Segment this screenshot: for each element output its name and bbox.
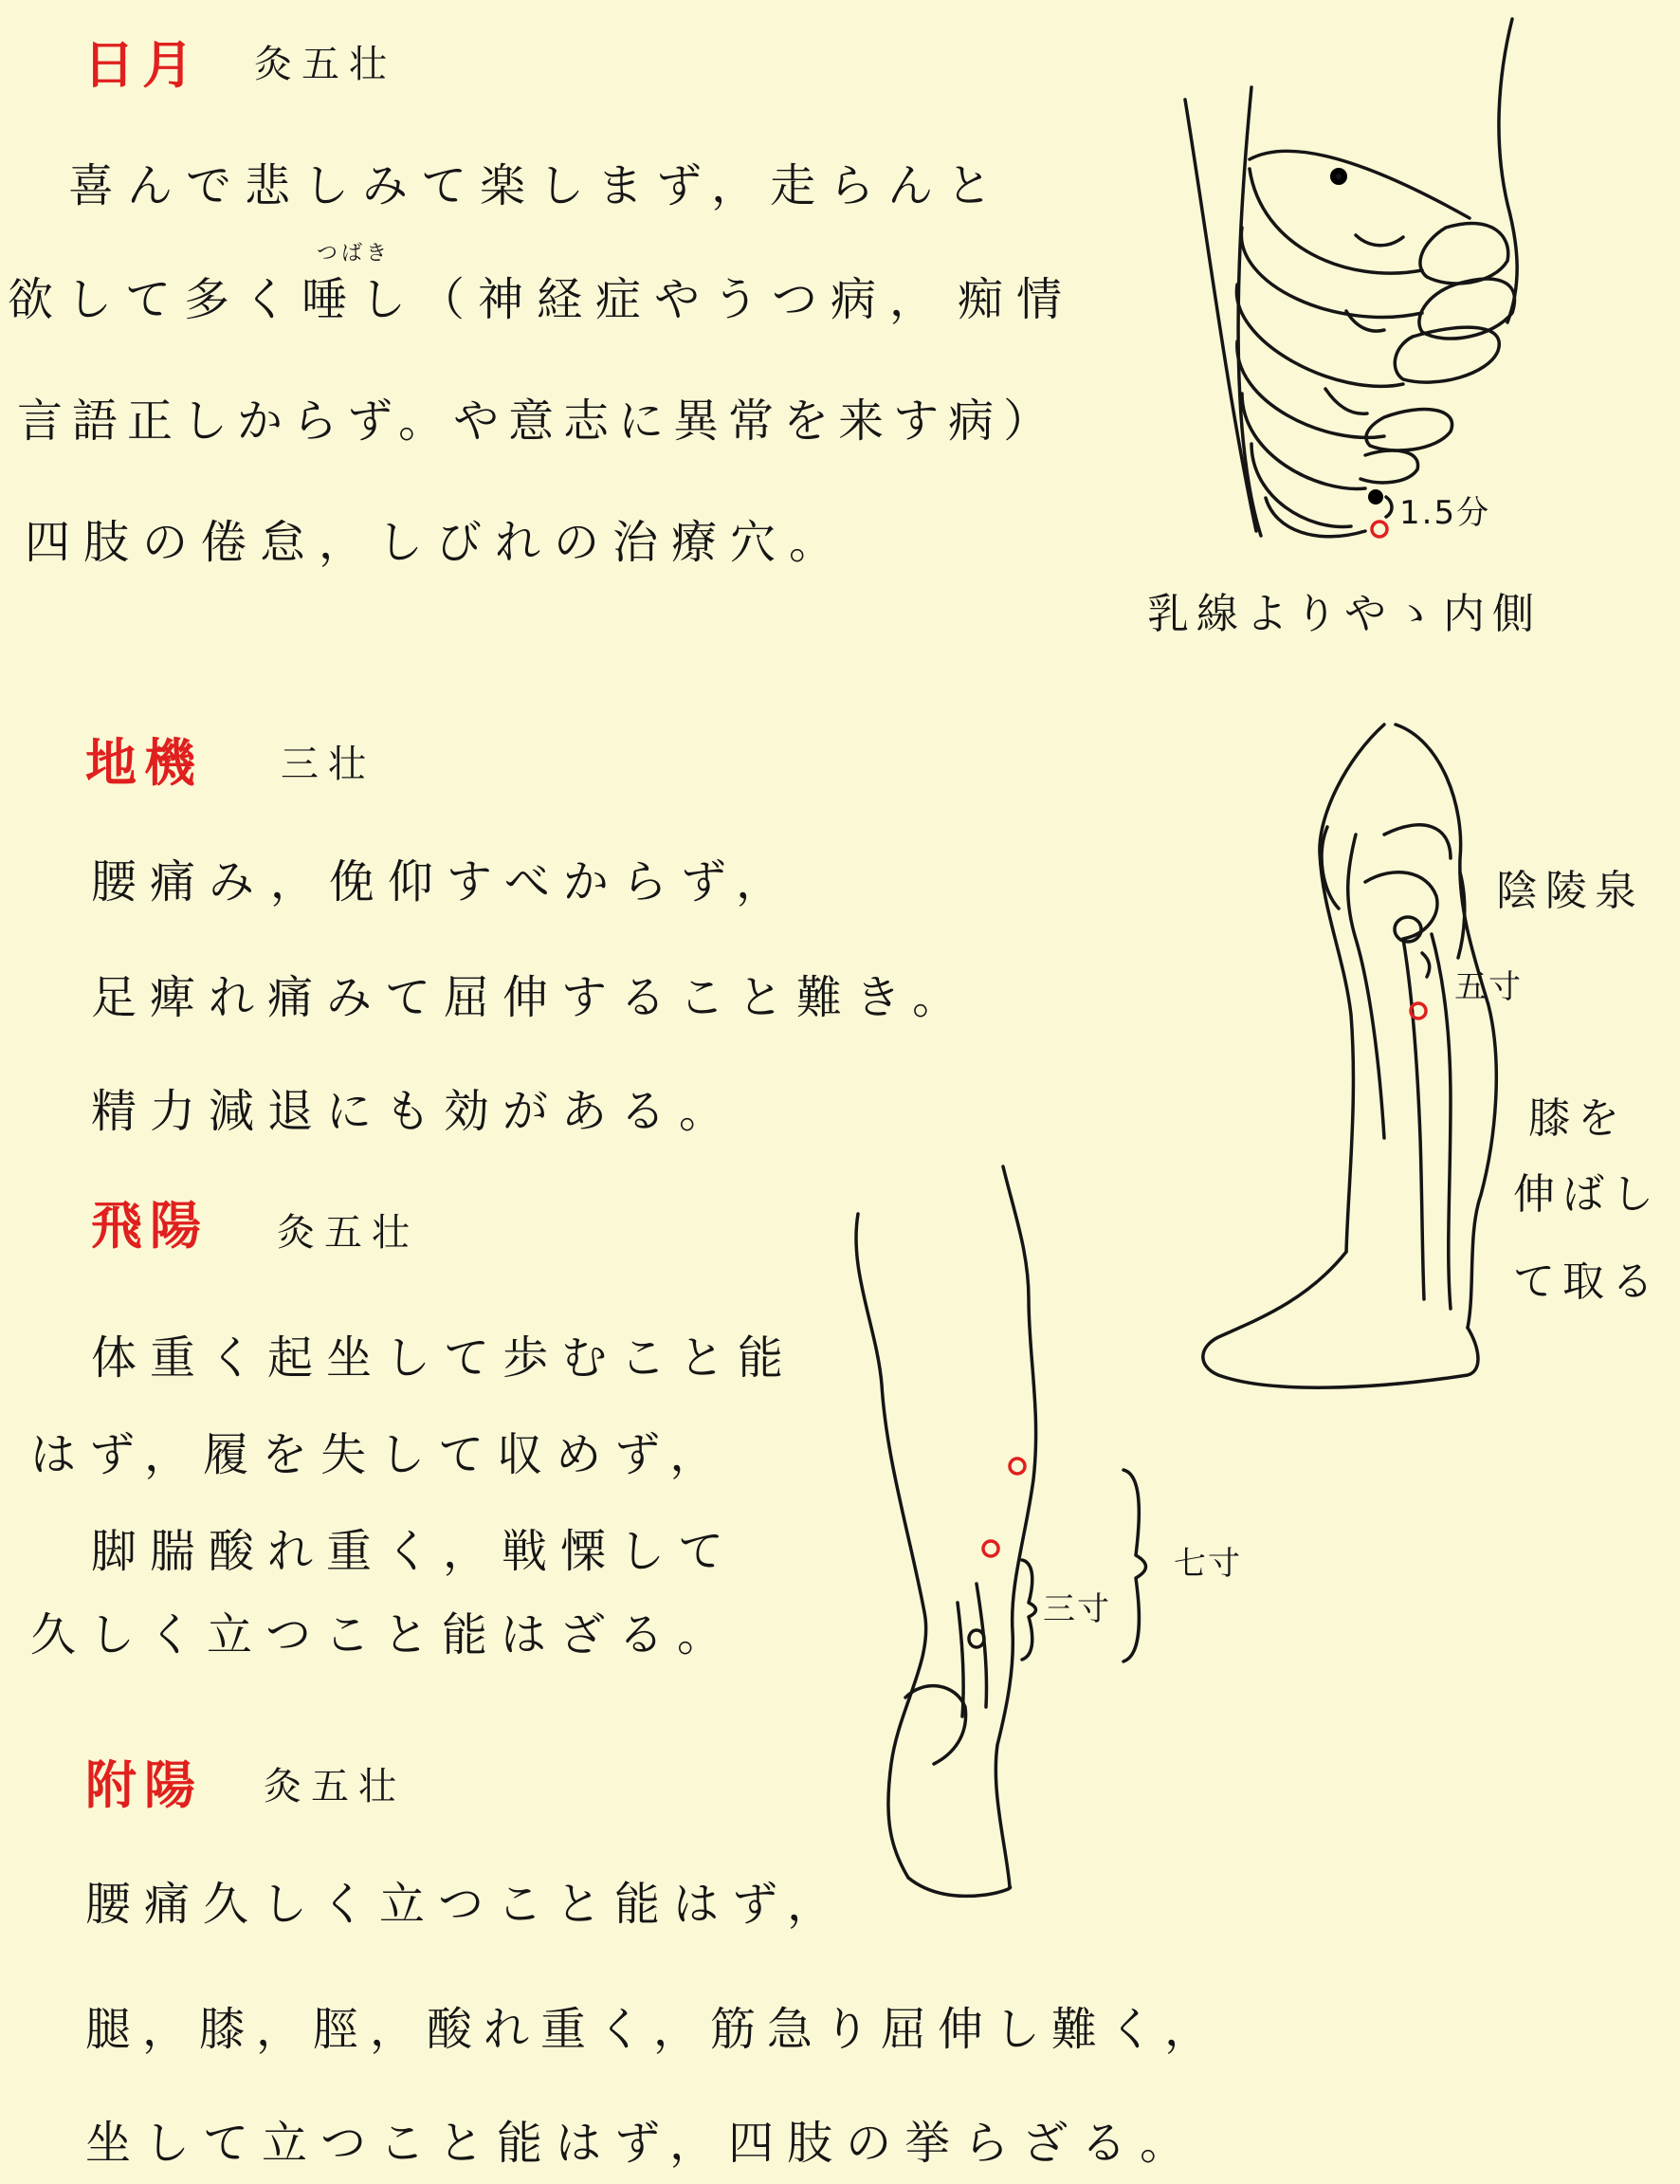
- text-line: 腰痛久しく立つこと能はず，: [85, 1878, 847, 1931]
- knee-leg-illustration: [1203, 725, 1496, 1387]
- rib-cage-illustration: [1185, 19, 1517, 537]
- knee-dist-label: 五寸: [1454, 968, 1523, 1006]
- section-title-chiki: 地機: [85, 733, 203, 793]
- knee-note-line: 伸ばし: [1513, 1170, 1661, 1219]
- text-line: 腰痛み，俛仰すべからず，: [91, 855, 795, 908]
- section-sub-hiyo: 灸五壮: [277, 1211, 419, 1255]
- text-line: 言語正しからず。や意志に異常を来す病）: [17, 395, 1059, 448]
- rib-caption: 乳線よりやゝ内側: [1147, 590, 1542, 638]
- text-line: 欲して多く唾し（神経症やうつ病，: [8, 273, 949, 326]
- section-sub-chiki: 三壮: [281, 743, 375, 786]
- knee-note-line: て取る: [1513, 1257, 1661, 1306]
- calf-point-marker: [983, 1541, 998, 1556]
- section-title-nichigetsu: 日月: [83, 35, 201, 95]
- text-line: 精力減退にも効がある。: [91, 1085, 739, 1138]
- text-line: 坐して立つこと能はず，四肢の挙らざる。: [85, 2117, 1199, 2170]
- text-line: 体重く起坐して歩むこと能: [91, 1331, 797, 1385]
- rib-fen-label: 1.5分: [1399, 494, 1491, 532]
- text-line: 四肢の倦怠，しびれの治療穴。: [25, 516, 849, 569]
- section-sub-fuyo: 灸五壮: [264, 1765, 406, 1808]
- text-line: 腿，膝，脛，酸れ重く，筋急り屈伸し難く，: [85, 2003, 1222, 2056]
- calf-point-marker: [1010, 1459, 1025, 1474]
- section-sub-nichigetsu: 灸五壮: [254, 43, 396, 86]
- section-title-hiyo: 飛陽: [91, 1196, 209, 1256]
- text-line: 脚腨酸れ重く，戦慄して: [91, 1525, 738, 1578]
- text-line-tail: 痴情: [958, 273, 1076, 326]
- knee-point-label: 陰陵泉: [1496, 867, 1644, 915]
- knee-note-line: 膝を: [1528, 1094, 1627, 1143]
- ruby-text: つばき: [317, 242, 392, 266]
- calf-illustration: [856, 1166, 1146, 1896]
- rib-point-marker: [1372, 522, 1387, 537]
- calf-three-label: 三寸: [1043, 1590, 1111, 1628]
- text-line: はず，履を失して収めず，: [30, 1428, 729, 1481]
- calf-seven-label: 七寸: [1174, 1545, 1242, 1583]
- text-line: 久しく立つこと能はざる。: [30, 1608, 737, 1661]
- section-title-fuyo: 附陽: [85, 1755, 203, 1815]
- text-line: 足痺れ痛みて屈伸すること難き。: [91, 971, 972, 1024]
- text-line: 喜んで悲しみて楽しまず，走らんと: [68, 159, 1006, 212]
